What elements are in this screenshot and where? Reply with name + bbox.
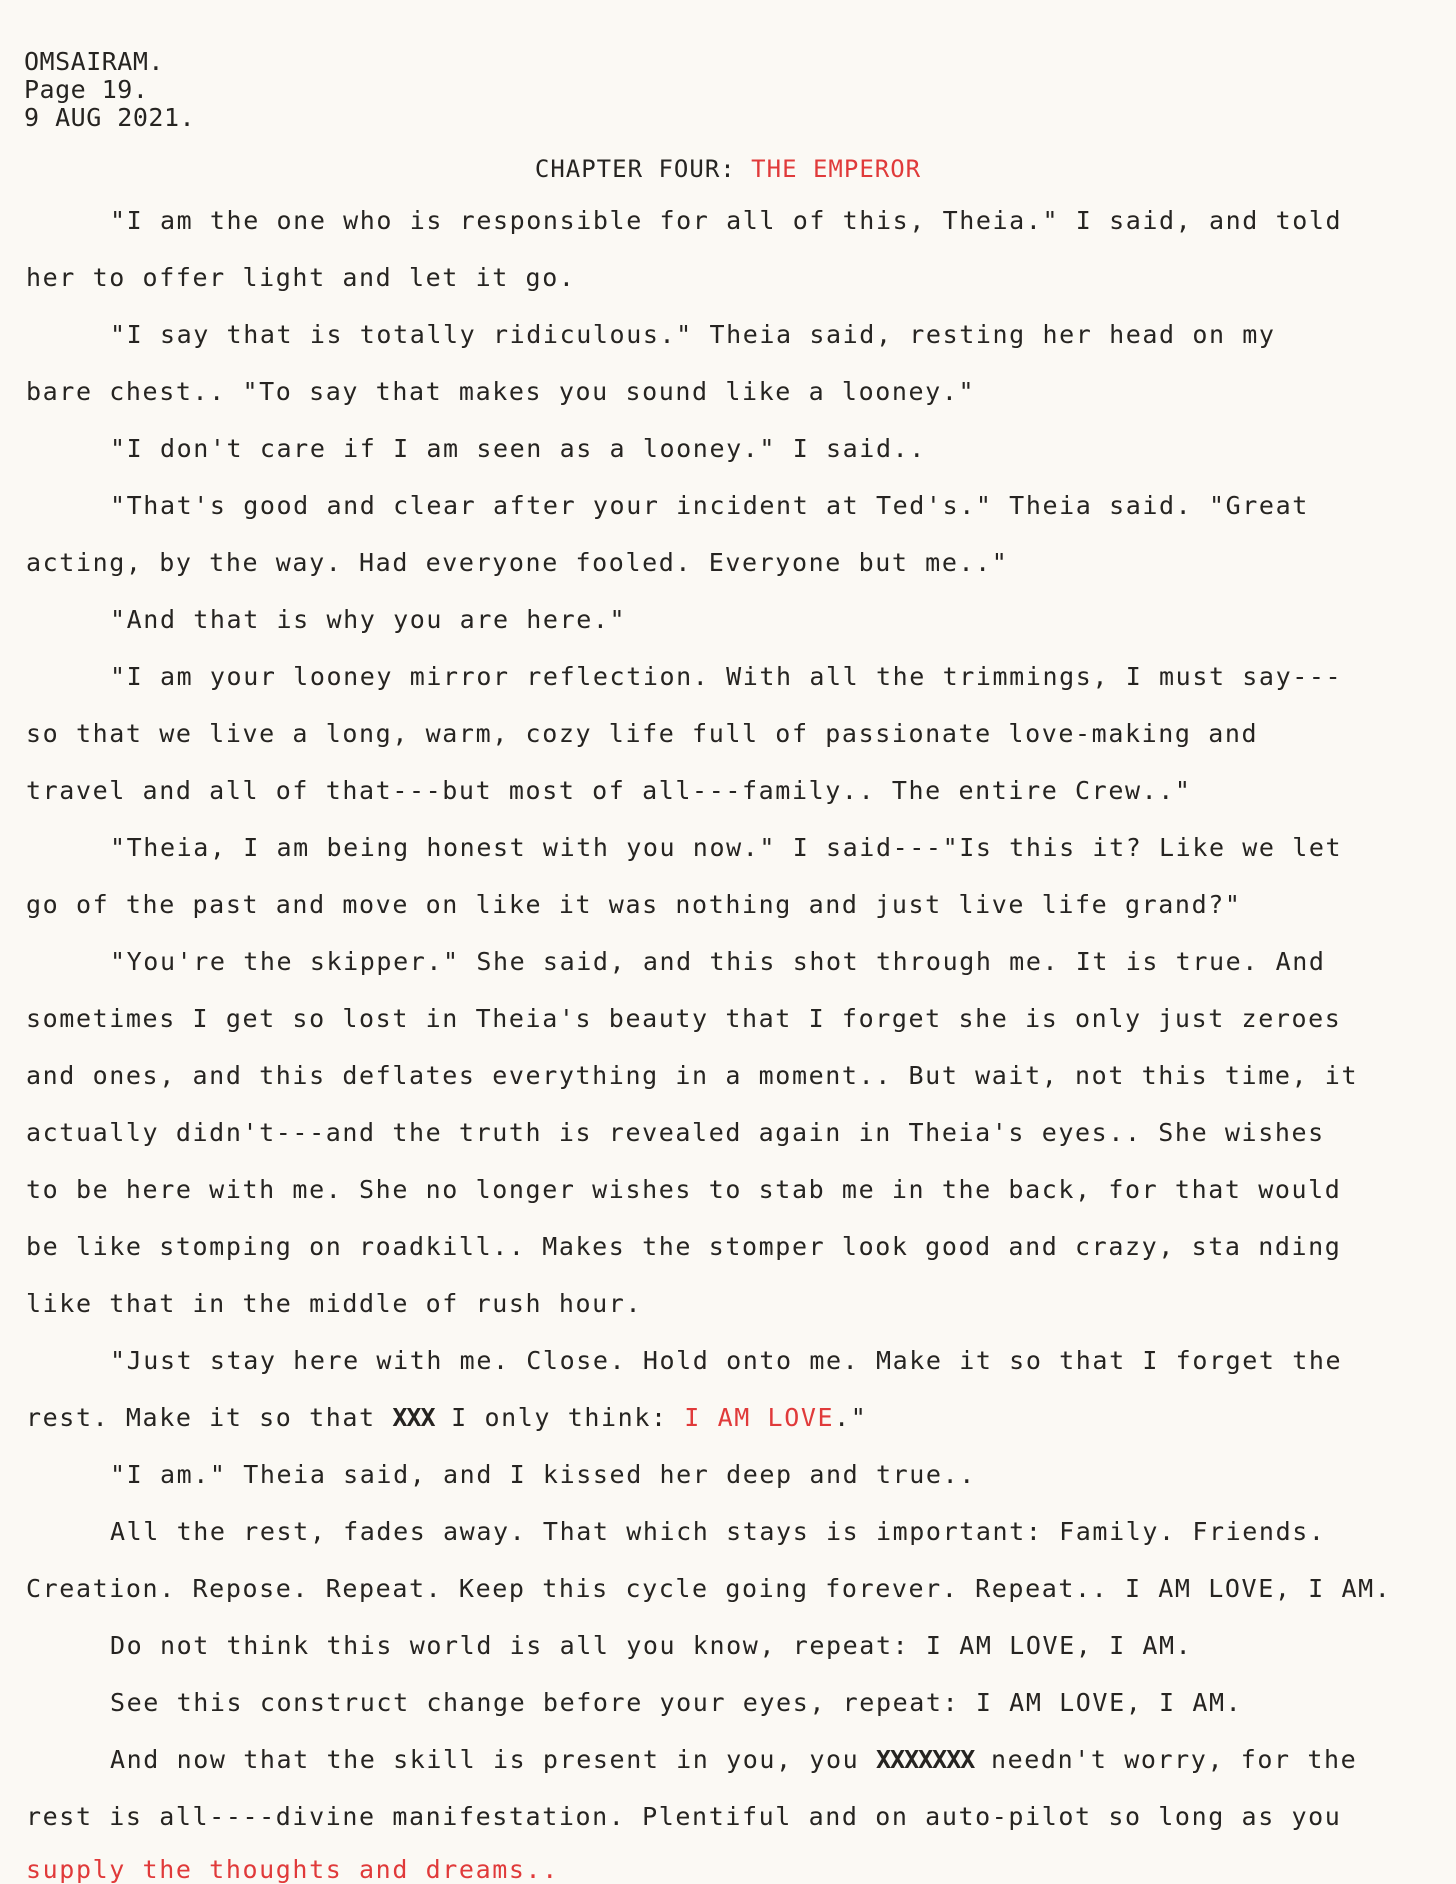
text-line bbox=[26, 776, 1426, 833]
page-header bbox=[24, 48, 195, 132]
line-text: "I am your looney mirror reflection. With all the trimmings, I must say--- bbox=[110, 662, 1343, 691]
line-text: "I am the one who is responsible for all of this, Theia." I said, and told bbox=[110, 206, 1343, 235]
text-line bbox=[26, 263, 1426, 320]
manuscript-body bbox=[26, 206, 1426, 1884]
text-line bbox=[26, 890, 1426, 947]
line-text: And now that the skill is present in you, you bbox=[110, 1745, 860, 1774]
struck-out-text: XXXXXXX bbox=[875, 1745, 975, 1774]
text-line bbox=[26, 1631, 1426, 1688]
line-text: rest is all----divine manifestation. Plentiful and on auto-pilot so long as you bbox=[26, 1802, 1342, 1831]
struck-out-text: XXX bbox=[392, 1403, 435, 1432]
line-text: "And that is why you are here." bbox=[110, 605, 627, 634]
text-line bbox=[26, 662, 1426, 719]
closing-red-line: supply the thoughts and dreams.. bbox=[26, 1855, 559, 1884]
text-line bbox=[26, 605, 1426, 662]
text-line bbox=[26, 1232, 1426, 1289]
line-text: to be here with me. She no longer wishes to stab me in the back, for that would bbox=[26, 1175, 1342, 1204]
text-line bbox=[26, 1061, 1426, 1118]
line-text: travel and all of that---but most of all---family.. The entire Crew.." bbox=[26, 776, 1192, 805]
text-line bbox=[26, 206, 1426, 263]
chapter-heading bbox=[0, 155, 1456, 183]
text-line bbox=[26, 833, 1426, 890]
text-line bbox=[26, 1460, 1426, 1517]
text-line bbox=[26, 434, 1426, 491]
line-text: "I don't care if I am seen as a looney." I said.. bbox=[110, 434, 926, 463]
header-page-number: Page 19. bbox=[24, 75, 149, 104]
text-line bbox=[26, 1517, 1426, 1574]
line-text: acting, by the way. Had everyone fooled. Everyone but me.." bbox=[26, 548, 1009, 577]
text-line bbox=[26, 377, 1426, 434]
line-text: so that we live a long, warm, cozy life full of passionate love-making and bbox=[26, 719, 1259, 748]
header-title: OMSAIRAM. bbox=[24, 47, 164, 76]
text-line bbox=[26, 1802, 1426, 1859]
line-text: sometimes I get so lost in Theia's beauty that I forget she is only just zeroes bbox=[26, 1004, 1342, 1033]
line-text: "You're the skipper." She said, and this shot through me. It is true. And bbox=[110, 947, 1326, 976]
line-text: I only think: bbox=[434, 1403, 685, 1432]
line-text: actually didn't---and the truth is revealed again in Theia's eyes.. She wishes bbox=[26, 1118, 1325, 1147]
text-line bbox=[26, 1289, 1426, 1346]
line-text: needn't worry, for the bbox=[974, 1745, 1358, 1774]
text-line bbox=[26, 1175, 1426, 1232]
line-text: be like stomping on roadkill.. Makes the stomper look good and crazy, sta nding bbox=[26, 1232, 1342, 1261]
red-emphasis-text: I AM LOVE bbox=[684, 1403, 835, 1432]
text-line bbox=[26, 1004, 1426, 1061]
text-line bbox=[26, 1745, 1426, 1802]
text-line bbox=[26, 947, 1426, 1004]
text-line bbox=[26, 320, 1426, 377]
line-text: and ones, and this deflates everything in a moment.. But wait, not this time, it bbox=[26, 1061, 1359, 1090]
text-line bbox=[26, 1688, 1426, 1745]
line-text: See this construct change before your eyes, repeat: I AM LOVE, I AM. bbox=[110, 1688, 1243, 1717]
line-text: rest. Make it so that bbox=[26, 1403, 376, 1432]
text-line bbox=[26, 548, 1426, 605]
text-line bbox=[26, 491, 1426, 548]
line-text: Do not think this world is all you know, repeat: I AM LOVE, I AM. bbox=[110, 1631, 1193, 1660]
line-text: "That's good and clear after your incident at Ted's." Theia said. "Great bbox=[110, 491, 1309, 520]
line-text: "I say that is totally ridiculous." Theia said, resting her head on my bbox=[110, 320, 1276, 349]
text-line bbox=[26, 1574, 1426, 1631]
line-text: "Theia, I am being honest with you now." I said---"Is this it? Like we let bbox=[110, 833, 1343, 862]
line-text: go of the past and move on like it was nothing and just live life grand?" bbox=[26, 890, 1242, 919]
text-line bbox=[26, 719, 1426, 776]
header-date: 9 AUG 2021. bbox=[24, 103, 196, 132]
chapter-name: THE EMPEROR bbox=[751, 155, 922, 183]
line-text: like that in the middle of rush hour. bbox=[26, 1289, 643, 1318]
line-text: "I am." Theia said, and I kissed her deep and true.. bbox=[110, 1460, 976, 1489]
text-line bbox=[26, 1403, 1426, 1460]
line-text: All the rest, fades away. That which stays is important: Family. Friends. bbox=[110, 1517, 1326, 1546]
line-text: "Just stay here with me. Close. Hold onto me. Make it so that I forget the bbox=[110, 1346, 1343, 1375]
line-text: bare chest.. "To say that makes you sound like a looney." bbox=[26, 377, 976, 406]
line-text: ." bbox=[834, 1403, 868, 1432]
line-text: her to offer light and let it go. bbox=[26, 263, 576, 292]
chapter-label: CHAPTER FOUR: bbox=[534, 155, 736, 183]
text-line bbox=[26, 1118, 1426, 1175]
line-text: Creation. Repose. Repeat. Keep this cycle going forever. Repeat.. I AM LOVE, I AM. bbox=[26, 1574, 1392, 1603]
text-line bbox=[26, 1346, 1426, 1403]
